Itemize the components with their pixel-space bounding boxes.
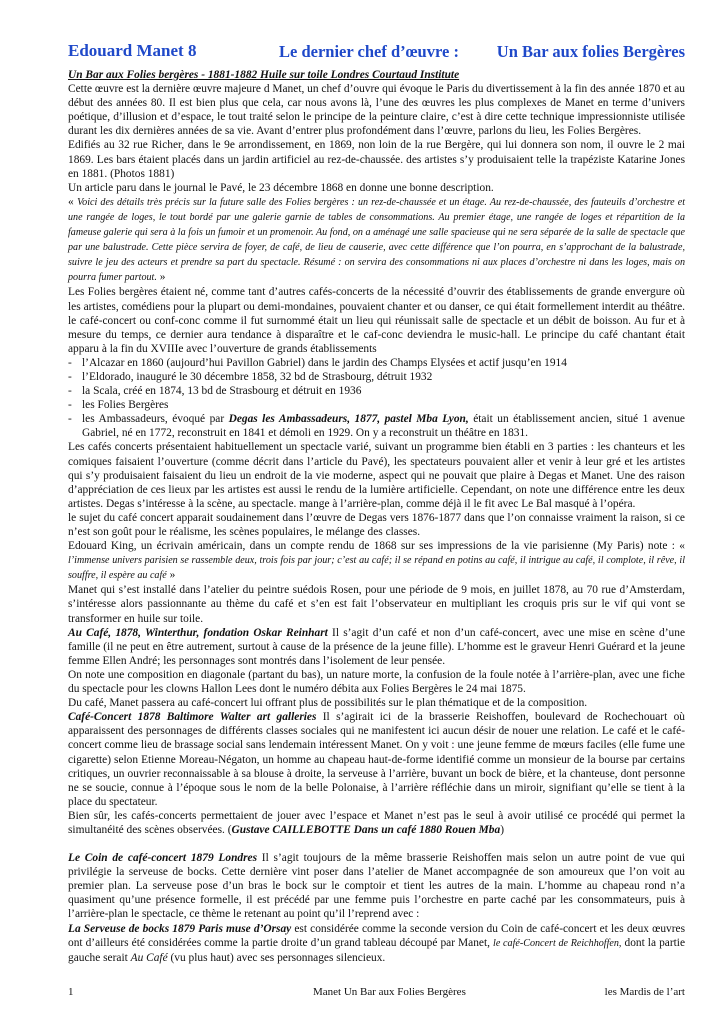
- header-chapter: Edouard Manet 8: [68, 41, 197, 60]
- quote-paragraph: [68, 195, 685, 286]
- au-cafe-work: Au Café, 1878, Winterthur, fondation Oskar Reinhart: [68, 626, 328, 639]
- ambassadeurs-before: les Ambassadeurs, évoqué par: [82, 413, 229, 426]
- quote-close: »: [156, 271, 166, 284]
- king-paragraph: [68, 539, 685, 583]
- paragraph-gap: [68, 837, 685, 851]
- history-paragraph: Edifiés au 32 rue Richer, dans le 9e arrondissement, en 1869, non loin de la rue Bergère, qui lui donnera son nom, il ouvre le 2 mai 1869. Les bars étaient placés dans un jardin artificiel au rez-de-chaussée. des artistes s’y produisaient telle la trapéziste Katarine Jones en 1881. (Photos 1881): [68, 139, 685, 180]
- au-cafe-ref: Au Café: [130, 951, 168, 964]
- king-text: Edouard King, un écrivain américain, dans un compte rendu de 1868 sur ses impressions de la vie parisienne (My Paris) note : «: [68, 540, 685, 553]
- cafe-concert-work: Café-Concert 1878 Baltimore Walter art galleries: [68, 711, 317, 724]
- ref-close: ): [500, 823, 504, 836]
- establishments-list: [68, 356, 685, 441]
- degas-work-ref: Degas les Ambassadeurs, 1877, pastel Mba Lyon,: [228, 413, 469, 426]
- au-cafe-note: On note une composition en diagonale (partant du bas), un nature morte, la confusion de la foule notée à l’arrière-plan, avec une fiche du spectacle pour les clowns Hallon Lees dont le numéro débita aux Folies Bergères le 24 mai 1875.: [68, 668, 685, 696]
- program-paragraph: Les cafés concerts présentaient habituellement un spectacle varié, suivant un programme bien établi en 3 parties : les chanteurs et les comiques faisaient l’ouverture (comme décrit dans l’article du Pavé), les spectateurs pouvaient aller et venir à leur gré et les artistes qui s’y produisaient faisaient du lieu un endroit de la vie moderne, aspect qui ne pouvait que plaire à Degas et Manet. Une des raison d’appréciation de ces lieux par les artistes est aussi le rendu de la lumière artificielle. Cependant, on note une différence entre les deux artistes. Degas s’intéresse à la scène, au spectacle. mange à l’arrière-plan, comme déjà il le fit avec Le Bal masqué à l’opéra.: [68, 441, 685, 510]
- caillebotte-paragraph: [68, 809, 685, 837]
- page-header: [68, 41, 685, 63]
- page-footer: [68, 986, 685, 1002]
- subject-paragraph: le sujet du café concert apparait soudainement dans l’œuvre de Degas vers 1876-1877 dans que l’on connaisse vraiment la raison, si ce n’est son goût pour le réalisme, les scènes populaires, le mélange des classes.: [68, 511, 685, 538]
- cafes-paragraph: Les Folies bergères étaient né, comme tant d’autres cafés-concerts de la nécessité d’ouvrir des établissements de grande envergure où les artistes, comédiens pour la plupart ou demi-mondaines, pouvaient chanter et ou danser, ce qui était formellement interdit au théâtre. le café-concert ou conf-conc comme il fut surnommé était un lieu qui réunissait salle de spectacle et un débit de boisson. Au fur et à mesure du temps, ce dernier aura tendance à disparaître et le caf-conc deviendra le music-hall. Le principe du café chantant était apparu à la fin du XVIIIe avec l’ouverture de grands établissements: [68, 286, 685, 355]
- list-item: - l’Eldorado, inauguré le 30 décembre 1858, 32 bd de Strasbourg, détruit 1932: [68, 370, 685, 384]
- serveuse-work: La Serveuse de bocks 1879 Paris muse d’Orsay: [68, 922, 292, 935]
- rosen-paragraph: Manet qui s’est installé dans l’atelier du peintre suédois Rosen, pour une période de 9 mois, en juillet 1878, au 70 rue d’Amsterdam, s’intéresse alors passionnante au thème du café et s’en est fait l’observateur en multipliant les croquis pris sur le vif qui vont se transformer en huile sur toile.: [68, 584, 685, 625]
- caillebotte-ref: Gustave CAILLEBOTTE Dans un café 1880 Rouen Mba: [231, 823, 501, 836]
- king-quote: l’immense univers parisien se rassemble deux, trois fois par jour; c’est au café; il se répand en potins au café, il intrigue au café, il complote, il rêve, il souffre, il espère au café: [68, 555, 685, 582]
- page-number: 1: [68, 986, 74, 998]
- bien-sur-text: Bien sûr, les cafés-concerts permettaient de jouer avec l’espace et Manet n’est pas le seul à avoir utilisé ce procédé qui permet la simultanéité des scènes observées. (: [68, 809, 685, 836]
- coin-work: Le Coin de café-concert 1879 Londres: [68, 852, 258, 865]
- au-cafe-paragraph: [68, 626, 685, 668]
- cafe-concert-paragraph: [68, 710, 685, 809]
- intro-title-text: Un Bar aux Folies bergères - 1881-1882 Huile sur toile Londres Courtaud Institute: [68, 69, 460, 81]
- list-item: - l’Alcazar en 1860 (aujourd’hui Pavillon Gabriel) dans le jardin des Champs Elysées et actif jusqu’en 1914: [68, 356, 685, 370]
- king-quote-close: »: [166, 569, 176, 582]
- ambassadeurs-after: était un établissement ancien, situé 1 avenue Gabriel, né en 1772, reconstruit en 1841 et démoli en 1929. On y a reconstruit un théâtre en 1831.: [82, 413, 685, 440]
- footer-series: les Mardis de l’art: [604, 986, 685, 998]
- header-subtitle: Le dernier chef d’œuvre :: [279, 42, 459, 61]
- list-item: - les Folies Bergères: [68, 398, 685, 412]
- transition-paragraph: Du café, Manet passera au café-concert lui offrant plus de possibilités sur le plan thématique et de la composition.: [68, 697, 588, 710]
- serveuse-text-2: dont la partie gauche serait: [68, 936, 685, 964]
- reichhoffen-ref: le café-Concert de Reichhoffen,: [493, 937, 622, 949]
- serveuse-text-3: (vu plus haut) avec ses personnages silencieux.: [167, 951, 386, 964]
- cafe-concert-text: Il s’agirait ici de la brasserie Reishoffen, boulevard de Rochechouart où apparaissent des personnages de différents classes sociales qui ne manifestent ici aucun désir de nouer une relation. Le café et le café-concert comme lieu de brassage social sans lendemain intéressent Manet. On y voit : une jeune femme de mœurs faciles (elle fume une cigarette) selon Etienne Moreau-Négaton, un homme au chapeau haut-de-forme identifié comme un monsieur de la bourse par certains critiques, un ouvrier reconnaissable à sa blouse à droite, la serveuse à l’arrière, buvant un bock de bière, et la chanteuse, dont personne ne se soucie, connue à l’époque sous le nom de la belle Polonaise, à l’arrière réfléchie dans un miroir, signifiant qu’elle se tient à la place du spectateur.: [68, 711, 685, 808]
- list-item: [68, 412, 685, 440]
- au-cafe-text: Il s’agit d’un café et non d’un café-concert, avec une mise en scène d’une famille (il ne peut en être autrement, surtout à cause de la présence de la jeune fille). L’homme est le graveur Henri Guérard et la jeune femme Ellen André; les personnages sont montrés dans l’isolement de leur pensée.: [68, 626, 685, 667]
- quote-open: «: [68, 195, 78, 208]
- document-body: [68, 68, 685, 965]
- coin-text: Il s’agit toujours de la même brasserie Reishoffen mais selon un autre point de vue qui privilégie la serveuse de bocks. Cette dernière vint poser dans l’atelier de Manet accompagnée de son amoureux que l’on voit au premier plan. La serveuse pose d’un bras le bock sur le comptoir et tient les autres de la main. L’homme au chapeau rond n’a quasiment qu’une présence formelle, il est précédé par une femme puis l’orchestre en parte caché par les consommateurs, puis à l’arrière-plan le spectacle, ce thème le retenant au point qu’il l’reprend avec :: [68, 852, 685, 921]
- coin-paragraph: [68, 851, 685, 921]
- article-paragraph: Un article paru dans le journal le Pavé, le 23 décembre 1868 en donne une bonne description.: [68, 181, 494, 194]
- serveuse-text: est considérée comme la seconde version du Coin de café-concert et les deux œuvres ont d’ailleurs été considérées comme la partie droite d’un grand tableau découpé par Manet,: [68, 922, 685, 949]
- header-title: Un Bar aux folies Bergères: [496, 42, 685, 61]
- intro-title: [68, 68, 685, 82]
- list-item: - la Scala, créé en 1874, 13 bd de Strasbourg et détruit en 1936: [68, 384, 685, 398]
- pave-quote: Voici des détails très précis sur la future salle des Folies bergères : un rez-de-chaussée et un étage. Au rez-de-chaussée, des fauteuils d’orchestre et une rangée de loges, le tout bordé par une galerie garnie de tables de consommations. Au premier étage, une rangée de loges et répartition de la fameuse galerie qui sera à la fois un fumoir et un promenoir. Au fond, on a aménagé une salle spacieuse qui ne sera séparée de la salle de spectacle que par une balustrade. Cette pièce servira de foyer, de café, de lieu de causerie, avec cette différence que l’on pourra, en s’approchant de la balustrade, suivre le jeu des acteurs et prendre sa part du spectacle. Résumé : on servira des consommations ni aux places d’orchestre ni dans les loges, mais on pourra fumer partout.: [68, 196, 685, 284]
- intro-paragraph: Cette œuvre est la dernière œuvre majeure d Manet, un chef d’ouvre qui évoque le Paris du divertissement à la fin des année 1870 et au début des années 80. Il est bien plus que cela, car nous avons là, l’une des œuvres les plus complexes de Manet en terme d’univers poétique, d’illusion et d’espace, le tout traité selon le principe de la peinture claire, c’est à dire cette technique impressionniste utilisée durant les dix dernières années de sa vie. Avant d’entrer plus profondément dans l’œuvre, parlons du lieu, les Folies Bergères.: [68, 83, 685, 138]
- serveuse-paragraph: [68, 922, 685, 965]
- footer-title: Manet Un Bar aux Folies Bergères: [313, 986, 466, 998]
